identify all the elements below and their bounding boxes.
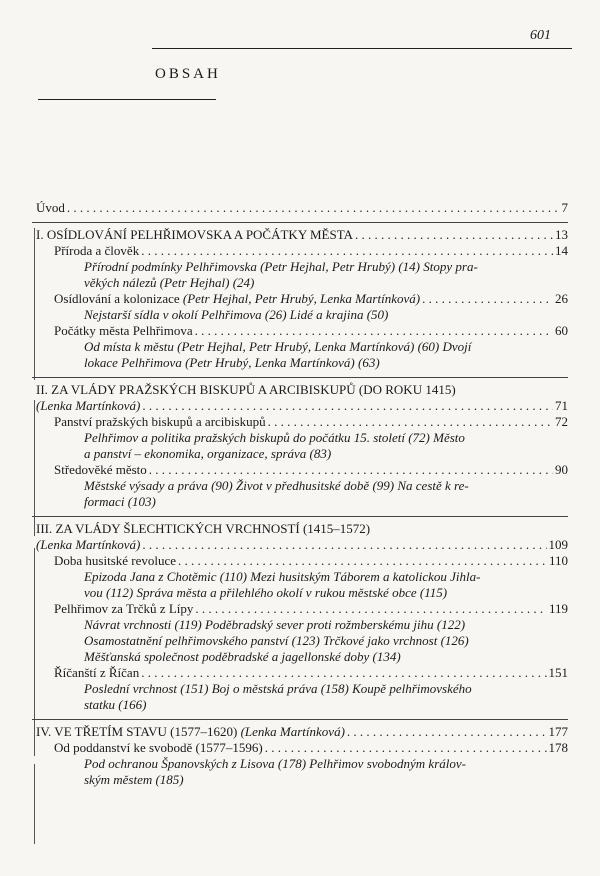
toc-entry[interactable] (36, 243, 568, 259)
subentry-line: věkých nálezů (Petr Hejhal) (24) (84, 275, 255, 290)
toc-entry[interactable] (36, 323, 568, 339)
subentry-line: Poslední vrchnost (151) Boj o městská práva (158) Koupě pelhřimovského (84, 681, 472, 696)
header-rule (152, 48, 572, 49)
toc-page: 14 (555, 243, 568, 258)
toc-page: 119 (548, 601, 568, 616)
page-title: OBSAH (155, 66, 221, 82)
toc-label: Úvod (36, 200, 65, 215)
toc-entry[interactable] (36, 601, 568, 617)
toc-subentries (36, 259, 568, 291)
section-heading: II. ZA VLÁDY PRAŽSKÝCH BISKUPŮ A ARCIBISKUPŮ (DO ROKU 1415) (36, 382, 456, 397)
section-heading: III. ZA VLÁDY ŠLECHTICKÝCH VRCHNOSTÍ (1415–1572) (36, 521, 371, 536)
subentry-line: ským městem (185) (84, 772, 184, 787)
toc-entry[interactable] (36, 553, 568, 569)
toc-label: Říčanští z Říčan (54, 665, 140, 680)
dot-leader (178, 553, 547, 569)
toc-subentries (36, 307, 568, 323)
toc-section-heading[interactable] (36, 724, 568, 740)
toc-page: 7 (561, 200, 568, 215)
subentry-line: Od místa k městu (Petr Hejhal, Petr Hrubý, Lenka Martínková) (60) Dvojí (84, 339, 472, 354)
toc-section-author[interactable] (36, 537, 568, 553)
toc-label: Doba husitské revoluce (54, 553, 177, 568)
subentry-line: Přírodní podmínky Pelhřimovska (Petr Hejhal, Petr Hrubý) (14) Stopy pra- (84, 259, 478, 274)
toc-subentries (36, 478, 568, 510)
toc-page: 151 (548, 665, 568, 680)
toc-entry-uvod[interactable] (36, 200, 568, 216)
section-bar (34, 228, 35, 380)
toc-subentries (36, 617, 568, 665)
toc-label: Středověké město (54, 462, 147, 477)
dot-leader (268, 414, 553, 430)
toc-label: Panství pražských biskupů a arcibiskupů (54, 414, 266, 429)
subentry-line: Osamostatnění pelhřimovského panství (123) Trčkové jako vrchnost (126) (84, 633, 469, 648)
toc-page: 177 (548, 724, 568, 739)
toc-page: 26 (555, 291, 568, 306)
subentry-line: Městské výsady a práva (90) Život v předhusitské době (99) Na cestě k re- (84, 478, 469, 493)
toc-section-heading[interactable] (36, 521, 568, 537)
subentry-line: Pelhřimov a politika pražských biskupů do počátku 15. století (72) Město (84, 430, 465, 445)
toc-author: (Lenka Martínková) (240, 724, 345, 739)
subentry-line: vou (112) Správa města a přilehlého okolí v rukou městské obce (115) (84, 585, 448, 600)
section-bar (34, 764, 35, 844)
subentry-line: formaci (103) (84, 494, 156, 509)
toc-label: Počátky města Pelhřimova (54, 323, 193, 338)
subentry-line: Návrat vrchnosti (119) Poděbradský sever proti rožmberskému jihu (122) (84, 617, 466, 632)
subentry-line: Pod ochranou Španovských z Lisova (178) Pelhřimov svobodným králov- (84, 756, 466, 771)
toc-section-heading[interactable] (36, 382, 568, 398)
toc-label: Příroda a člověk (54, 243, 140, 258)
toc-author: (Lenka Martínková) (36, 537, 141, 552)
toc-subentries (36, 430, 568, 462)
dot-leader (195, 323, 553, 339)
toc-subentries (36, 681, 568, 713)
toc-entry[interactable] (36, 414, 568, 430)
subentry-line: Měšťanská společnost poděbradské a jagellonské doby (134) (84, 649, 401, 664)
section-heading: I. OSÍDLOVÁNÍ PELHŘIMOVSKA A POČÁTKY MĚSTA (36, 227, 353, 242)
dot-leader (195, 601, 547, 617)
dot-leader (355, 227, 553, 243)
toc-subentries (36, 569, 568, 601)
subentry-line: lokace Pelhřimova (Petr Hrubý, Lenka Martínková) (63) (84, 355, 380, 370)
dot-leader (142, 537, 546, 553)
toc-author: (Petr Hejhal, Petr Hrubý, Lenka Martínková) (182, 291, 421, 306)
subentry-line: Epizoda Jana z Chotěmic (110) Mezi husitským Táborem a katolickou Jihla- (84, 569, 481, 584)
dot-leader (141, 665, 546, 681)
toc-label: Od poddanství ke svobodě (1577–1596) (54, 740, 263, 755)
toc-subentries (36, 756, 568, 788)
section-heading: IV. VE TŘETÍM STAVU (1577–1620) (36, 724, 238, 739)
subentry-line: statku (166) (84, 697, 147, 712)
toc-author: (Lenka Martínková) (36, 398, 141, 413)
toc-label: Pelhřimov za Trčků z Lípy (54, 601, 194, 616)
toc-page: 13 (555, 227, 568, 242)
dot-leader (149, 462, 553, 478)
dot-leader (347, 724, 547, 740)
dot-leader (67, 200, 560, 216)
toc-page: 109 (548, 537, 568, 552)
subentry-line: Nejstarší sídla v okolí Pelhřimova (26) Lidé a krajina (50) (84, 307, 389, 322)
dot-leader (422, 291, 553, 307)
table-of-contents (36, 200, 568, 788)
toc-entry[interactable] (36, 665, 568, 681)
toc-page: 178 (548, 740, 568, 755)
page-number: 601 (530, 28, 551, 43)
toc-entry[interactable] (36, 740, 568, 756)
toc-page: 110 (548, 553, 568, 568)
title-rule (38, 99, 216, 100)
toc-page: 72 (555, 414, 568, 429)
toc-label: Osídlování a kolonizace (54, 291, 180, 306)
toc-page: 60 (555, 323, 568, 338)
dot-leader (265, 740, 547, 756)
toc-section-heading[interactable] (36, 227, 568, 243)
section-bar (34, 548, 35, 756)
dot-leader (141, 243, 553, 259)
dot-leader (142, 398, 553, 414)
toc-subentries (36, 339, 568, 371)
toc-page: 90 (555, 462, 568, 477)
toc-entry[interactable] (36, 462, 568, 478)
subentry-line: a panství – ekonomika, organizace, správa (83) (84, 446, 332, 461)
toc-section-author[interactable] (36, 398, 568, 414)
toc-page: 71 (555, 398, 568, 413)
toc-entry[interactable] (36, 291, 568, 307)
